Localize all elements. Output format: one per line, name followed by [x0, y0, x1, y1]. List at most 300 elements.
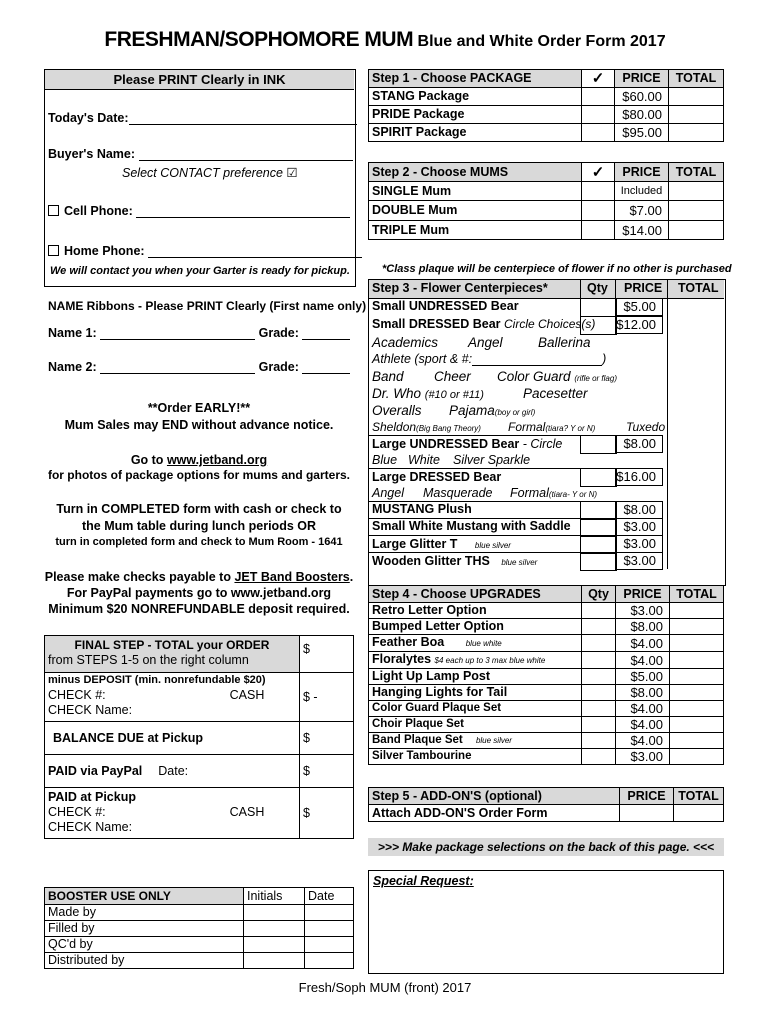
large-dressed-bear: Large DRESSED Bear	[372, 470, 502, 484]
booster-row-qc	[45, 937, 354, 953]
step4-qty-cell[interactable]	[582, 749, 616, 765]
paid-paypal-label: PAID via PayPal	[48, 763, 143, 778]
dr-who-options: (#10 or #11)	[424, 389, 484, 401]
pickup-check-label: CHECK #:	[48, 805, 106, 819]
mum-sales-note: Mum Sales may END without advance notice.	[64, 418, 334, 432]
step4-price: $5.00	[616, 669, 670, 685]
choice-tuxedo[interactable]: Tuxedo	[626, 420, 666, 434]
choice-pajama-label: Pajama	[449, 403, 495, 418]
step1-price: $95.00	[615, 124, 669, 142]
mustang-plush: MUSTANG Plush	[372, 502, 472, 516]
todays-date-row	[48, 111, 357, 125]
step4-row	[369, 685, 724, 701]
deposit-check-label: CHECK #:	[48, 688, 106, 702]
step1-check-cell[interactable]	[582, 106, 615, 124]
choice-formal-large-label: Formal	[510, 486, 549, 500]
deposit-cash-label: CASH	[229, 688, 265, 702]
step3-col-divider-qty	[580, 280, 581, 298]
step4-price: $4.00	[616, 717, 670, 733]
step4-item: Silver Tambourine	[372, 750, 472, 762]
glitter-t-divider	[369, 535, 616, 536]
step2-check-icon: ✓	[582, 163, 615, 182]
athlete-sport-field[interactable]	[472, 365, 602, 366]
choice-color-guard[interactable]	[497, 369, 617, 384]
step2-price: $7.00	[615, 201, 669, 221]
booster-header: BOOSTER USE ONLY	[45, 888, 244, 905]
step5-price-header: PRICE	[620, 788, 674, 805]
choice-silver-sparkle[interactable]: Silver Sparkle	[453, 453, 531, 467]
checks-payable-name: JET Band Boosters	[234, 570, 350, 584]
choice-dr-who-label: Dr. Who	[372, 386, 422, 401]
ribbons-note: NAME Ribbons - Please PRINT Clearly (First name only)	[48, 299, 367, 313]
choice-angel-large[interactable]: Angel	[372, 486, 404, 500]
jetband-link[interactable]: www.jetband.org	[166, 453, 268, 467]
step1-price: $80.00	[615, 106, 669, 124]
step3-total-header: TOTAL	[678, 281, 719, 295]
goto-label: Go to	[130, 453, 164, 467]
step2-header: Step 2 - Choose MUMS	[369, 163, 582, 182]
step4-qty-cell[interactable]	[582, 652, 616, 669]
glitter-t-price: $3.00	[615, 535, 663, 553]
final-step-row	[45, 636, 354, 673]
booster-date-cell[interactable]	[305, 905, 354, 921]
buyers-name-row	[48, 147, 353, 161]
step4-item-cell	[369, 717, 582, 733]
step4-item-cell	[369, 635, 582, 652]
choice-sheldon[interactable]	[372, 420, 481, 434]
home-phone-checkbox[interactable]	[48, 245, 59, 256]
step4-qty-cell[interactable]	[582, 733, 616, 749]
wooden-price: $3.00	[615, 552, 663, 570]
todays-date-label: Today's Date:	[48, 111, 129, 125]
step3-col-divider-price	[615, 280, 616, 298]
attach-addons: Attach ADD-ON'S Order Form	[369, 805, 620, 822]
step4-item: Bumped Letter Option	[372, 619, 504, 633]
name1-label: Name 1:	[48, 326, 97, 340]
goto-line	[44, 453, 354, 467]
choice-cheer[interactable]: Cheer	[434, 369, 471, 384]
step4-item-cell	[369, 603, 582, 619]
contact-preference	[122, 165, 298, 180]
paypal-note: For PayPal payments go to www.jetband.org	[66, 586, 332, 600]
step1-item: SPIRIT Package	[369, 124, 582, 142]
step4-row	[369, 652, 724, 669]
step4-item-cell	[369, 619, 582, 635]
contact-preference-label: Select CONTACT preference	[122, 166, 283, 180]
buyers-name-field[interactable]	[139, 160, 353, 161]
deposit-amount-cell[interactable]	[300, 673, 354, 722]
formal-options: (tiara? Y or N)	[545, 424, 596, 433]
home-phone-row	[48, 244, 362, 258]
step4-qty-header: Qty	[582, 586, 616, 603]
step4-price: $3.00	[616, 603, 670, 619]
step4-row	[369, 635, 724, 652]
minus-deposit-label: minus DEPOSIT (min. nonrefundable $20)	[48, 674, 266, 686]
step4-item-cell	[369, 733, 582, 749]
step3-total-column[interactable]	[667, 298, 668, 569]
paypal-amount-cell[interactable]	[300, 755, 354, 788]
booster-initials-cell[interactable]	[244, 953, 305, 969]
step2-item: SINGLE Mum	[369, 182, 582, 201]
choice-masquerade[interactable]: Masquerade	[423, 486, 493, 500]
choice-pajama[interactable]	[449, 403, 535, 418]
step2-row	[369, 182, 724, 201]
deposit-check-name: CHECK Name:	[48, 703, 133, 717]
step4-price: $4.00	[616, 652, 670, 669]
step4-price: $4.00	[616, 733, 670, 749]
step2-price: Included	[615, 182, 669, 201]
step1-total-cell[interactable]	[669, 88, 724, 106]
small-dressed-price: $12.00	[615, 316, 663, 334]
pickup-row	[45, 788, 354, 839]
step2-header-row	[369, 163, 724, 182]
step4-total-cell[interactable]	[670, 733, 724, 749]
choice-sheldon-label: Sheldon	[372, 420, 417, 434]
step4-price: $3.00	[616, 749, 670, 765]
step4-total-header: TOTAL	[670, 586, 724, 603]
balance-amount-cell[interactable]	[300, 722, 354, 755]
small-undressed-bear: Small UNDRESSED Bear	[372, 299, 519, 313]
booster-date-cell[interactable]	[305, 937, 354, 953]
choice-overalls[interactable]: Overalls	[372, 403, 422, 418]
special-request-label: Special Request:	[373, 874, 474, 888]
choice-white[interactable]: White	[408, 453, 440, 467]
step4-total-cell[interactable]	[670, 685, 724, 701]
small-white-mustang: Small White Mustang with Saddle	[372, 519, 571, 533]
name1-field[interactable]	[100, 339, 255, 340]
step1-header-row	[369, 70, 724, 88]
step4-item: Retro Letter Option	[372, 603, 487, 617]
wooden-qty[interactable]	[580, 552, 617, 571]
choice-blue[interactable]: Blue	[372, 453, 398, 467]
home-phone-field[interactable]	[148, 257, 362, 258]
step1-row	[369, 124, 724, 142]
step3-header: Step 3 - Flower Centerpieces*	[372, 281, 548, 295]
todays-date-field[interactable]	[129, 124, 357, 125]
deposit-row	[45, 673, 354, 722]
mustang-price: $8.00	[615, 501, 663, 519]
step2-total-cell[interactable]	[669, 182, 724, 201]
pickup-cell	[45, 788, 300, 839]
checks-payable	[44, 570, 354, 584]
step1-row	[369, 106, 724, 124]
step4-total-cell[interactable]	[670, 652, 724, 669]
booster-row-label: QC'd by	[45, 937, 244, 953]
photos-note: for photos of package options for mums and garters.	[47, 468, 351, 482]
checks-payable-pre: Please make checks payable to	[44, 570, 231, 584]
step2-total-cell[interactable]	[669, 221, 724, 240]
choice-dr-who[interactable]	[372, 386, 484, 401]
step4-item: Color Guard Plaque Set	[372, 702, 502, 714]
glitter-t-row	[372, 537, 511, 551]
small-dressed-bear-row	[372, 317, 595, 331]
step5-header: Step 5 - ADD-ON'S (optional)	[369, 788, 620, 805]
step1-total-header: TOTAL	[669, 70, 724, 88]
step1-header: Step 1 - Choose PACKAGE	[369, 70, 582, 88]
final-step-cell	[45, 636, 300, 673]
step2-check-cell[interactable]	[582, 201, 615, 221]
step1-total-cell[interactable]	[669, 106, 724, 124]
booster-date-cell[interactable]	[305, 921, 354, 937]
choice-academics[interactable]: Academics	[372, 335, 439, 350]
balance-due-label: BALANCE DUE at Pickup	[45, 722, 300, 755]
booster-initials-cell[interactable]	[244, 937, 305, 953]
pickup-dollar: $	[303, 805, 310, 820]
step4-header-row	[369, 586, 724, 603]
glitter-t-options: blue silver	[474, 541, 511, 550]
deposit-amount: $ -	[303, 689, 318, 704]
paid-pickup-label: PAID at Pickup	[48, 790, 136, 804]
grade1-label: Grade:	[258, 326, 299, 340]
booster-header-row	[45, 888, 354, 905]
step1-row	[369, 88, 724, 106]
choice-formal-large[interactable]	[510, 486, 597, 500]
booster-row-distributed	[45, 953, 354, 969]
step4-item: Band Plaque Set	[372, 734, 463, 746]
pickup-cash-label: CASH	[229, 805, 265, 819]
name2-field[interactable]	[100, 373, 255, 374]
contact-note: We will contact you when your Garter is ready for pickup.	[50, 265, 350, 277]
step3-col-divider-total	[667, 280, 668, 298]
cell-phone-field[interactable]	[136, 217, 350, 218]
step4-item-options: blue silver	[475, 736, 512, 745]
large-dressed-price: $16.00	[615, 468, 663, 486]
back-page-note: >>> Make package selections on the back of this page. <<<	[368, 838, 724, 856]
step1-item: PRIDE Package	[369, 106, 582, 124]
name2-label: Name 2:	[48, 360, 97, 374]
wooden-row	[372, 554, 537, 568]
step4-item: Light Up Lamp Post	[372, 669, 491, 683]
step4-row	[369, 717, 724, 733]
booster-table	[44, 887, 354, 969]
step4-item: Hanging Lights for Tail	[372, 685, 508, 699]
pajama-options: (boy or girl)	[494, 408, 536, 417]
step4-total-cell[interactable]	[670, 749, 724, 765]
booster-row-made	[45, 905, 354, 921]
step1-check-cell[interactable]	[582, 88, 615, 106]
step4-price: $4.00	[616, 701, 670, 717]
paypal-dollar: $	[303, 763, 310, 778]
step4-price: $8.00	[616, 619, 670, 635]
step4-price: $4.00	[616, 635, 670, 652]
step4-item-cell	[369, 669, 582, 685]
step1-check-cell[interactable]	[582, 124, 615, 142]
choice-formal-label: Formal	[508, 420, 546, 434]
step2-total-header: TOTAL	[669, 163, 724, 182]
special-request-box[interactable]	[368, 870, 724, 974]
title-main: FRESHMAN/SOPHOMORE MUM	[104, 28, 414, 51]
balance-row	[45, 722, 354, 755]
booster-date-header: Date	[305, 888, 354, 905]
step2-item: TRIPLE Mum	[369, 221, 582, 240]
step4-item-cell	[369, 701, 582, 717]
booster-row-label: Filled by	[45, 921, 244, 937]
step5-total-cell[interactable]	[674, 805, 724, 822]
print-header: Please PRINT Clearly in INK	[45, 70, 354, 90]
checks-payable-post: .	[349, 570, 354, 584]
final-step-table	[44, 635, 354, 839]
step3-qty-header: Qty	[587, 281, 608, 295]
final-total-cell[interactable]	[300, 636, 354, 673]
step2-total-cell[interactable]	[669, 201, 724, 221]
step2-price: $14.00	[615, 221, 669, 240]
step4-item: Feather Boa	[372, 635, 445, 649]
grade2-field[interactable]	[302, 373, 350, 374]
step5-table	[368, 787, 724, 822]
small-undressed-qty[interactable]	[580, 298, 617, 317]
step2-check-cell[interactable]	[582, 221, 615, 240]
booster-initials-header: Initials	[244, 888, 305, 905]
turn-in-line2: the Mum table during lunch periods OR	[81, 519, 317, 533]
step2-row	[369, 201, 724, 221]
cell-phone-label: Cell Phone:	[64, 204, 133, 218]
step4-total-cell[interactable]	[670, 619, 724, 635]
step4-price-header: PRICE	[616, 586, 670, 603]
step1-check-icon: ✓	[582, 70, 615, 88]
class-plaque-note: *Class plaque will be centerpiece of flower if no other is purchased	[382, 263, 732, 275]
paypal-date-label: Date:	[158, 763, 189, 778]
cell-phone-row	[48, 204, 350, 218]
cell-phone-checkbox[interactable]	[48, 205, 59, 216]
small-undressed-price: $5.00	[615, 298, 663, 316]
large-undressed-circle: - Circle	[519, 437, 563, 451]
step4-item-cell	[369, 749, 582, 765]
step1-total-cell[interactable]	[669, 124, 724, 142]
large-undressed-bear: Large UNDRESSED Bear	[372, 437, 520, 451]
choice-athlete-close: )	[602, 352, 607, 366]
step4-total-cell[interactable]	[670, 603, 724, 619]
step1-item: STANG Package	[369, 88, 582, 106]
step4-row	[369, 619, 724, 635]
pickup-check-row	[48, 805, 296, 820]
step4-header: Step 4 - Choose UPGRADES	[369, 586, 582, 603]
small-dressed-qty[interactable]	[580, 316, 617, 335]
choice-color-guard-label: Color Guard	[497, 369, 571, 384]
step4-qty-cell[interactable]	[582, 701, 616, 717]
title-sub: Blue and White Order Form 2017	[417, 33, 666, 50]
choice-angel[interactable]: Angel	[468, 335, 503, 350]
circle-choices: Circle Choices(s)	[504, 317, 596, 331]
large-dressed-divider	[369, 468, 616, 469]
step4-qty-cell[interactable]	[582, 717, 616, 733]
wooden-glitter: Wooden Glitter THS	[372, 554, 490, 568]
from-steps-label: from STEPS 1-5 on the right column	[48, 653, 249, 667]
step4-row	[369, 669, 724, 685]
page-title	[0, 28, 770, 52]
pickup-amount-cell[interactable]	[300, 788, 354, 839]
final-total-dollar: $	[303, 642, 310, 656]
step4-qty-cell[interactable]	[582, 603, 616, 619]
booster-initials-cell[interactable]	[244, 921, 305, 937]
wooden-divider	[369, 552, 616, 553]
step5-price-cell[interactable]	[620, 805, 674, 822]
choice-athlete-label: Athlete (sport & #:	[372, 352, 473, 366]
turn-in-line1: Turn in COMPLETED form with cash or check to	[56, 502, 342, 516]
final-step-label: FINAL STEP - TOTAL your ORDER	[74, 638, 270, 652]
large-undressed-divider	[369, 435, 616, 436]
pickup-check-name: CHECK Name:	[48, 820, 133, 834]
booster-row-filled	[45, 921, 354, 937]
large-undressed-bear-row	[372, 437, 562, 451]
large-undressed-qty[interactable]	[580, 435, 617, 454]
step4-price: $8.00	[616, 685, 670, 701]
choice-pacesetter[interactable]: Pacesetter	[523, 386, 588, 401]
booster-initials-cell[interactable]	[244, 905, 305, 921]
step3-price-header: PRICE	[624, 281, 663, 295]
paypal-cell	[45, 755, 300, 788]
step4-item-cell	[369, 685, 582, 701]
step4-qty-cell[interactable]	[582, 669, 616, 685]
choice-athlete[interactable]	[372, 352, 606, 366]
deposit-note: Minimum $20 NONREFUNDABLE deposit required.	[48, 602, 350, 616]
step5-row	[369, 805, 724, 822]
sheldon-options: (Big Bang Theory)	[416, 424, 481, 433]
step4-row	[369, 733, 724, 749]
choice-ballerina[interactable]: Ballerina	[538, 335, 591, 350]
deposit-check-row	[48, 688, 296, 703]
step4-qty-cell[interactable]	[582, 619, 616, 635]
small-white-price: $3.00	[615, 518, 663, 536]
step2-item: DOUBLE Mum	[369, 201, 582, 221]
deposit-cell	[45, 673, 300, 722]
step5-total-header: TOTAL	[674, 788, 724, 805]
step1-price: $60.00	[615, 88, 669, 106]
step4-total-cell[interactable]	[670, 635, 724, 652]
booster-date-cell[interactable]	[305, 953, 354, 969]
step4-total-cell[interactable]	[670, 669, 724, 685]
step4-table	[368, 585, 724, 765]
step4-total-cell[interactable]	[670, 717, 724, 733]
step4-item: Floralytes	[372, 652, 432, 666]
step4-item-options: $4 each up to 3 max blue white	[434, 656, 546, 665]
step4-total-cell[interactable]	[670, 701, 724, 717]
name1-row	[48, 326, 350, 340]
grade2-label: Grade:	[258, 360, 299, 374]
large-undressed-price: $8.00	[615, 435, 663, 453]
step2-table	[368, 162, 724, 240]
step5-header-row	[369, 788, 724, 805]
step2-check-cell[interactable]	[582, 182, 615, 201]
step4-qty-cell[interactable]	[582, 635, 616, 652]
step4-item: Choir Plaque Set	[372, 718, 465, 730]
page-footer: Fresh/Soph MUM (front) 2017	[298, 980, 472, 995]
step2-price-header: PRICE	[615, 163, 669, 182]
small-dressed-bear: Small DRESSED Bear	[372, 317, 501, 331]
choice-band[interactable]: Band	[372, 369, 404, 384]
glitter-t: Large Glitter T	[372, 537, 458, 551]
large-dressed-qty[interactable]	[580, 468, 617, 487]
balance-dollar: $	[303, 730, 310, 745]
rifle-or-flag: (rifle or flag)	[574, 374, 617, 383]
step4-qty-cell[interactable]	[582, 685, 616, 701]
name2-row	[48, 360, 350, 374]
step4-item-options: blue white	[465, 639, 502, 648]
paypal-row	[45, 755, 354, 788]
turn-in-line3: turn in completed form and check to Mum Room - 1641	[55, 536, 343, 548]
checked-box-icon: ☑	[286, 166, 298, 180]
formal-large-options: (tiara- Y or N)	[548, 490, 598, 499]
wooden-options: blue silver	[501, 558, 538, 567]
choice-formal[interactable]	[508, 420, 595, 434]
step1-table	[368, 69, 724, 142]
home-phone-label: Home Phone:	[64, 244, 145, 258]
step4-row	[369, 749, 724, 765]
step2-row	[369, 221, 724, 240]
order-early: **Order EARLY!**	[147, 401, 251, 415]
buyers-name-label: Buyer's Name:	[48, 147, 136, 161]
booster-row-label: Distributed by	[45, 953, 244, 969]
grade1-field[interactable]	[302, 339, 350, 340]
